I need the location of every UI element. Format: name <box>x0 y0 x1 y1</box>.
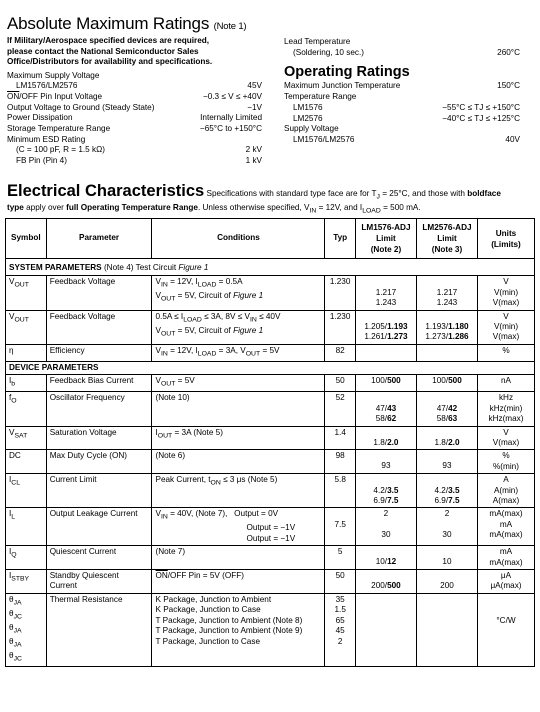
spec-row <box>7 92 262 103</box>
spec-row <box>7 156 262 167</box>
spec-row <box>284 81 520 92</box>
abs-max-list <box>7 71 262 167</box>
abs-max-title: Absolute Maximum Ratings (Note 1) <box>7 14 247 33</box>
table-row: η Efficiency $V_{IN} = 12V$, $I_{LOAD} = 3A$, $V_{OUT} = 5V$ 82 % <box>6 344 535 361</box>
spec-row <box>7 81 262 92</box>
table-row: $f_O$ Oscillator Frequency (Note 10) 52 47/43 58/62 47/42 58/63 kHz kHz(min) kHz(max) <box>6 392 535 426</box>
spec-label: Maximum Supply Voltage <box>7 70 100 80</box>
electrical-characteristics-table <box>5 218 535 667</box>
table-row: $I_b$ Feedback Bias Current $V_{OUT} = 5V$ 50 100/500 100/500 nA <box>6 375 535 392</box>
spec-value: 150°C <box>497 81 520 91</box>
spec-value: Internally Limited <box>200 113 262 123</box>
spec-value: 40V <box>505 134 520 144</box>
spec-label: FB Pin (Pin 4) <box>16 156 67 166</box>
spec-label: LM2576 <box>293 113 323 123</box>
spec-row <box>7 113 262 124</box>
section-device-parameters: DEVICE PARAMETERS <box>6 361 535 374</box>
spec-label: LM1576 <box>293 102 323 112</box>
op-ratings-title: Operating Ratings <box>284 64 410 81</box>
spec-label: Minimum ESD Rating <box>7 134 86 144</box>
spec-row <box>7 124 262 135</box>
table-row: $V_{SAT}$ Saturation Voltage $I_{OUT} = 3A$ (Note 5) 1.4 1.8/2.0 1.8/2.0 V V(max) <box>6 426 535 450</box>
right-column <box>284 37 520 146</box>
spec-row <box>284 124 520 135</box>
col-parameter: Parameter <box>46 219 152 259</box>
table-row: $V_{OUT}$ Feedback Voltage $0.5A \le I_{LOAD} \le 3A$, $8V \le V_{IN} \le 40V$ $V_{OUT} = 5V$, Circuit of Figure 1 1.230 1.205/1.193 1.261/1.273 1.193/1.180 1.273/1.286 V V(min) V(max) <box>6 310 535 344</box>
spec-label: Storage Temperature Range <box>7 124 111 134</box>
table-row: $V_{OUT}$ Feedback Voltage $V_{IN} = 12V$, $I_{LOAD} = 0.5A$ $V_{OUT} = 5V$, Circuit of Figure 1 1.230 1.217 1.243 1.217 1.243 V V(min) V(max) <box>6 276 535 310</box>
col-units: Units (Limits) <box>478 219 535 259</box>
spec-value: −0.3 ≤ V ≤ +40V <box>202 91 262 101</box>
spec-label: $\overline{ON}$/OFF Pin Input Voltage <box>7 91 103 101</box>
spec-value: −65°C to +150°C <box>199 124 262 134</box>
spec-row <box>7 103 262 114</box>
col-lm1576-limit: LM1576-ADJ Limit (Note 2) <box>355 219 416 259</box>
spec-value: −40°C ≤ TJ ≤ +125°C <box>442 113 520 123</box>
table-row: $\theta_{JA}$ $\theta_{JC}$ $\theta_{JA}$ $\theta_{JA}$ $\theta_{JC}$ Thermal Resistance K Package, Junction to Ambient K Package, Junction to Case T Package, Junction to Ambient (Note 8) T Package, Junction to Ambient (Note 9) T Package, Junction to Case 35 1.5 65 45 2 °C/W <box>6 593 535 666</box>
table-row: $I_L$ Output Leakage Current $V_{IN} = 40V$, (Note 7), Output = 0V Output = −1V Output = −1V 7.5 2 30 2 30 mA(max) mA mA(max) <box>6 508 535 546</box>
elec-char-desc-2: type apply over full Operating Temperature Range. Unless otherwise specified, $V_{IN} = 12V$, and $I_{LOAD} = 500$ mA. <box>7 203 421 216</box>
spec-label: Temperature Range <box>284 92 357 102</box>
spec-row <box>284 103 520 114</box>
spec-value: −1V <box>247 102 262 112</box>
spec-row <box>7 71 262 82</box>
spec-value: 2 kV <box>245 145 262 155</box>
elec-char-header <box>7 182 537 218</box>
section-system-parameters: SYSTEM PARAMETERS (Note 4) Test Circuit Figure 1 <box>6 259 535 276</box>
op-ratings-list <box>284 81 520 145</box>
spec-row <box>7 135 262 146</box>
col-symbol: Symbol <box>6 219 47 259</box>
table-row: DC Max Duty Cycle (ON) (Note 6) 98 93 93 % %(min) <box>6 450 535 474</box>
spec-label: LM1576/LM2576 <box>293 134 355 144</box>
spec-row <box>284 114 520 125</box>
spec-label: (C = 100 pF, R = 1.5 kΩ) <box>16 145 105 155</box>
col-lm2576-limit: LM2576-ADJ Limit (Note 3) <box>416 219 477 259</box>
spec-value: 1 kV <box>245 156 262 166</box>
abs-max-section <box>7 14 262 167</box>
table-row: $I_Q$ Quiescent Current (Note 7) 5 10/12 10 mA mA(max) <box>6 546 535 570</box>
table-row: $I_{CL}$ Current Limit Peak Current, $t_{ON} \le 3$ μs (Note 5) 5.8 4.2/3.5 6.9/7.5 4.2/3.5 6.9/7.5 A A(min) A(max) <box>6 474 535 508</box>
elec-char-desc-1: Specifications with standard type face are for $T_J = 25^\circ C$, and those with boldface <box>206 189 501 201</box>
lead-temperature: Lead Temperature (Soldering, 10 sec.) 260°C <box>284 37 520 57</box>
col-typ: Typ <box>325 219 356 259</box>
col-conditions: Conditions <box>152 219 325 259</box>
spec-value: 45V <box>247 81 262 91</box>
table-header-row <box>6 219 535 259</box>
spec-label: Maximum Junction Temperature <box>284 81 401 91</box>
spec-row <box>7 145 262 156</box>
spec-row <box>284 92 520 103</box>
spec-label: Output Voltage to Ground (Steady State) <box>7 102 155 112</box>
spec-row <box>284 135 520 146</box>
elec-char-title: Electrical Characteristics <box>7 182 205 200</box>
spec-label: LM1576/LM2576 <box>16 81 78 91</box>
mil-aero-note: If Military/Aerospace specified devices are required, please contact the National Semiconductor Sales Office/Distributors for availability and specifications. <box>7 36 213 66</box>
table-row: $I_{STBY}$ Standby Quiescent Current $\overline{ON}$/OFF Pin = 5V (OFF) 50 200/500 200 μA μA(max) <box>6 570 535 594</box>
spec-label: Power Dissipation <box>7 113 73 123</box>
spec-label: Supply Voltage <box>284 124 339 134</box>
spec-value: −55°C ≤ TJ ≤ +150°C <box>442 102 520 112</box>
